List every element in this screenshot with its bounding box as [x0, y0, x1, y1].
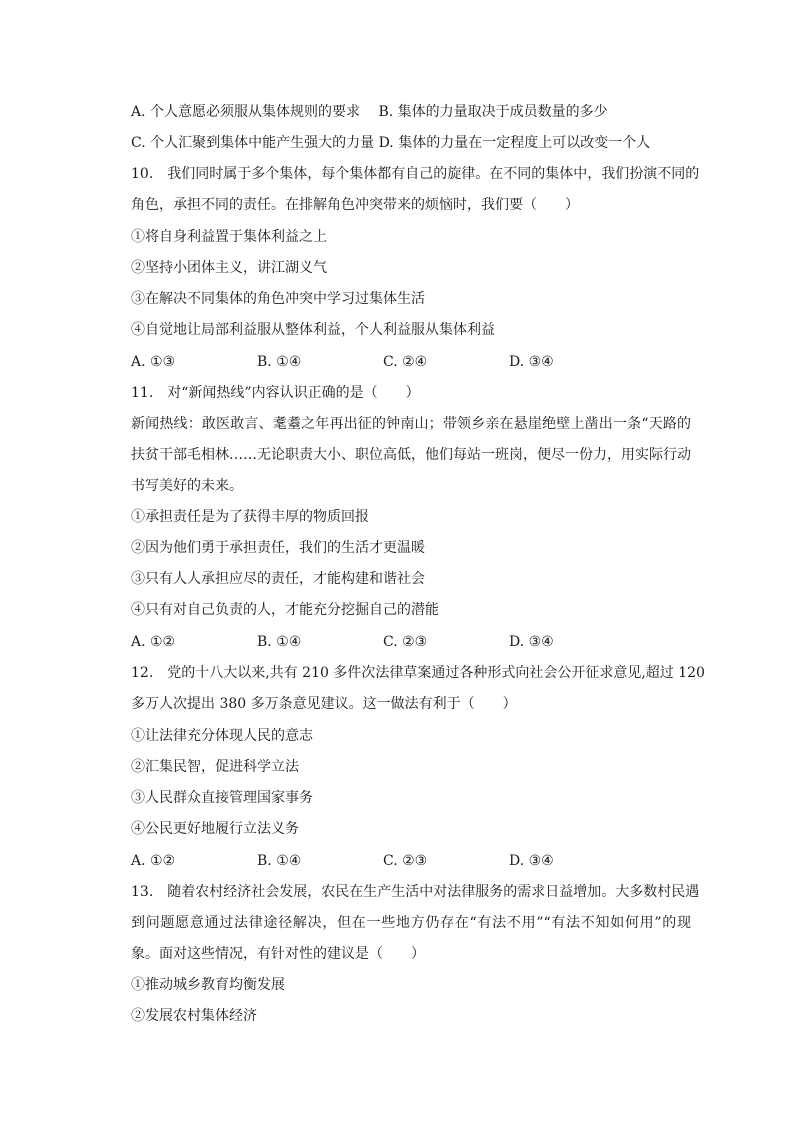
q12-item-3: ③人民群众直接管理国家事务: [131, 790, 313, 806]
q11-item-4: ④只有对自己负责的人，才能充分挖掘自己的潜能: [131, 602, 439, 618]
q11-item-1: ①承担责任是为了获得丰厚的物质回报: [131, 509, 369, 525]
q9-options-line-1: A. 个人意愿必须服从集体规则的要求 B. 集体的力量取决于成员数量的多少: [131, 104, 608, 120]
q11-item-3: ③只有人人承担应尽的责任，才能构建和谐社会: [131, 571, 425, 587]
q11-option-b: B. ①④: [257, 634, 302, 650]
q13-item-2: ②发展农村集体经济: [131, 1008, 257, 1024]
q11-item-2: ②因为他们勇于承担责任，我们的生活才更温暖: [131, 540, 425, 556]
q12-option-d: D. ③④: [509, 853, 554, 869]
q10-item-1: ①将自身利益置于集体利益之上: [131, 229, 327, 245]
q11-material-line-3: 书写美好的未来。: [131, 478, 243, 494]
q10-option-c: C. ②④: [383, 354, 428, 370]
q11-option-a: A. ①②: [131, 634, 176, 650]
q10-stem-line-1: 10. 我们同时属于多个集体，每个集体都有自己的旋律。在不同的集体中，我们扮演不同的: [131, 166, 700, 182]
q13-stem-line-1: 13. 随着农村经济社会发展，农民在生产生活中对法律服务的需求日益增加。大多数村民遇: [131, 884, 700, 900]
q10-item-2: ②坚持小团体主义，讲江湖义气: [131, 260, 327, 276]
q11-option-c: C. ②③: [383, 634, 428, 650]
q10-item-3: ③在解决不同集体的角色冲突中学习过集体生活: [131, 291, 425, 307]
q12-item-2: ②汇集民智，促进科学立法: [131, 759, 299, 775]
q12-option-c: C. ②③: [383, 853, 428, 869]
q11-material-line-2: 扶贫干部毛相林……无论职责大小、职位高低，他们每站一班岗，便尽一份力，用实际行动: [131, 447, 691, 463]
q12-option-a: A. ①②: [131, 853, 176, 869]
q12-option-b: B. ①④: [257, 853, 302, 869]
q10-item-4: ④自觉地让局部利益服从整体利益，个人利益服从集体利益: [131, 322, 495, 338]
q11-material-line-1: 新闻热线：敢医敢言、耄耋之年再出征的钟南山；带领乡亲在悬崖绝壁上凿出一条“天路的: [131, 416, 691, 432]
q13-item-1: ①推动城乡教育均衡发展: [131, 977, 285, 993]
q10-option-d: D. ③④: [509, 354, 554, 370]
q12-item-4: ④公民更好地履行立法义务: [131, 821, 299, 837]
q13-stem-line-3: 象。面对这些情况，有针对性的建议是（ ）: [131, 946, 425, 962]
q9-options-line-2: C. 个人汇聚到集体中能产生强大的力量 D. 集体的力量在一定程度上可以改变一个人: [131, 135, 651, 151]
q10-stem-line-2: 角色，承担不同的责任。在排解角色冲突带来的烦恼时，我们要（ ）: [131, 197, 579, 213]
q12-stem-line-2: 多万人次提出 380 多万条意见建议。这一做法有利于（ ）: [131, 696, 517, 712]
q11-option-d: D. ③④: [509, 634, 554, 650]
q10-option-b: B. ①④: [257, 354, 302, 370]
q10-option-a: A. ①③: [131, 354, 176, 370]
q12-stem-line-1: 12. 党的十八大以来,共有 210 多件次法律草案通过各种形式向社会公开征求意见,超过 120: [131, 665, 705, 681]
q12-item-1: ①让法律充分体现人民的意志: [131, 728, 313, 744]
q13-stem-line-2: 到问题愿意通过法律途径解决，但在一些地方仍存在“有法不用”“有法不知如何用”的现: [131, 915, 691, 931]
q11-stem: 11. 对“新闻热线”内容认识正确的是（ ）: [131, 385, 420, 401]
